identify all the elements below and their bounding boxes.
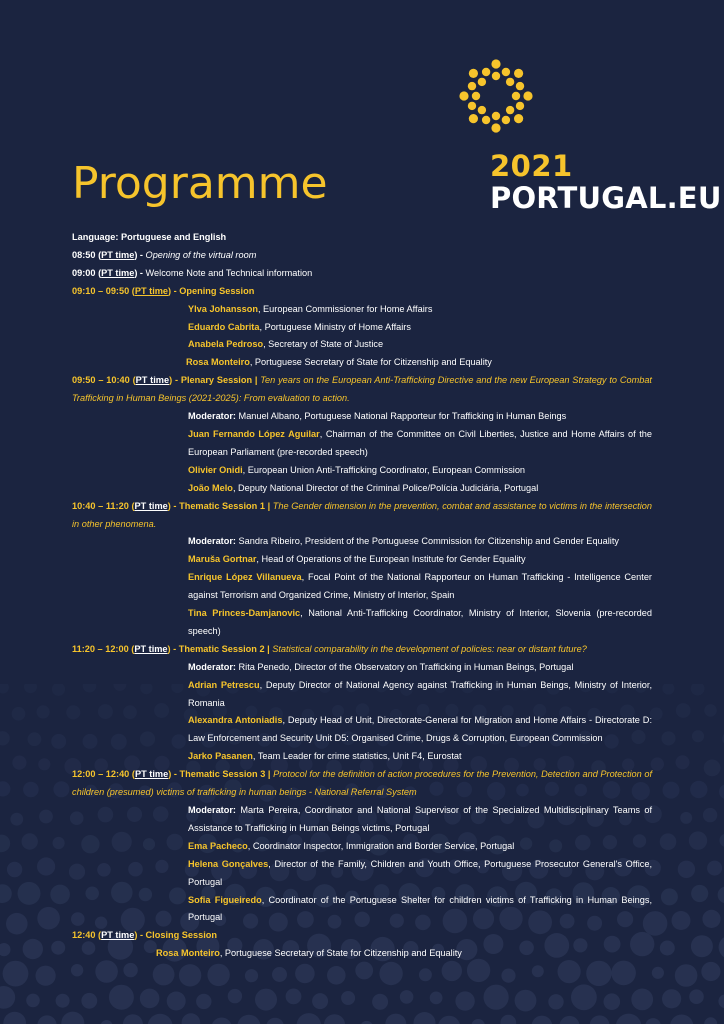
logo-brand: PORTUGAL.EU [490, 181, 722, 215]
background-dot [140, 989, 160, 1009]
background-dot [312, 993, 328, 1009]
background-dot [704, 704, 717, 717]
background-dot [430, 992, 443, 1005]
speaker-line: Jarko Pasanen, Team Leader for crime statistics, Unit F4, Eurostat [188, 751, 462, 762]
background-dot [12, 756, 26, 770]
background-dot [704, 1017, 717, 1024]
background-dot [419, 968, 432, 981]
background-dot [53, 781, 69, 797]
background-dot [179, 964, 201, 986]
background-dot [123, 1014, 143, 1024]
moderator-line: Moderator: Manuel Albano, Portuguese National Rapporteur for Trafficking in Human Beings [188, 411, 567, 422]
background-dot [548, 994, 563, 1009]
background-dot [37, 1015, 56, 1024]
moderator-line: Moderator: Sandra Ribeiro, President of the Portuguese Commission for Citizenship and Gender Equality [188, 536, 619, 547]
background-dot [690, 781, 707, 798]
speaker-line: Anabela Pedroso, Secretary of State of Justice [188, 339, 384, 350]
background-dot [0, 943, 11, 956]
background-dot [0, 884, 12, 903]
background-dot [0, 684, 9, 694]
agenda-item-opening-room: 08:50 (PT time) - Opening of the virtual room [72, 249, 257, 260]
logo-dot [523, 91, 532, 100]
background-dot [255, 989, 277, 1011]
background-dot [662, 989, 681, 1008]
moderator-line: Moderator: Rita Penedo, Director of the Observatory on Trafficking in Human Beings, Portugal [188, 661, 574, 672]
pt-time-link[interactable]: PT time [134, 769, 169, 780]
background-dot [53, 837, 65, 849]
background-dot [0, 781, 10, 796]
background-dot [701, 962, 720, 981]
presidency-star-logo [446, 48, 556, 148]
pt-time-link[interactable]: PT time [134, 500, 168, 511]
background-dot [501, 969, 515, 983]
background-dot [56, 994, 70, 1008]
speaker-line: Juan Fernando López Aguilar, Chairman of the Committee on Civil Liberties, Justice and Home Affairs of the European Parliament (pre-recorded speech) [188, 428, 652, 457]
logo-dot [502, 116, 510, 124]
background-dot [95, 960, 118, 983]
background-dot [675, 964, 698, 987]
background-dot [37, 857, 55, 875]
background-dot [442, 961, 462, 981]
background-dot [560, 1016, 580, 1024]
background-dot [651, 757, 664, 770]
logo-dot [492, 72, 500, 80]
background-dot [167, 992, 186, 1011]
background-dot [652, 967, 664, 979]
background-dot [10, 813, 23, 826]
logo-year: 2021 [490, 149, 573, 183]
background-dot [37, 907, 60, 930]
background-dot [670, 1015, 693, 1024]
logo-dot [482, 116, 490, 124]
background-dot [719, 784, 724, 799]
background-dot [645, 1018, 661, 1024]
logo-dot [514, 114, 523, 123]
speaker-line: Alexandra Antoniadis, Deputy Head of Unit, Directorate-General for Migration and Home Affairs - Directorate D: Law Enforcement and Security Unit D5: Organised Crime, Drugs & Corruption, European Commission [188, 715, 652, 744]
logo-dot [459, 91, 468, 100]
background-dot [12, 707, 26, 721]
background-dot [148, 1014, 173, 1024]
background-dot [23, 939, 43, 959]
logo-dot [469, 69, 478, 78]
background-dot [379, 962, 402, 985]
pt-time-link[interactable]: PT time [101, 930, 135, 941]
background-dot [182, 1013, 201, 1024]
background-dot [718, 887, 724, 904]
background-dot [471, 1019, 485, 1024]
background-dot [324, 1014, 345, 1024]
logo-dot [492, 112, 500, 120]
background-dot [372, 994, 388, 1010]
agenda-item-welcome: 09:00 (PT time) - Welcome Note and Technical information [72, 267, 313, 278]
background-dot [245, 969, 258, 982]
pt-time-link[interactable]: PT time [135, 375, 170, 386]
background-dot [211, 1018, 232, 1024]
background-dot [22, 833, 38, 849]
background-dot [286, 989, 302, 1005]
background-dot [691, 684, 705, 696]
background-dot [611, 961, 636, 986]
logo-dot [468, 102, 476, 110]
speaker-line: Olivier Onidi, European Union Anti-Trafficking Coordinator, European Commission [188, 464, 526, 475]
speaker-line: Maruša Gortnar, Head of Operations of the European Institute for Gender Equality [188, 554, 526, 565]
background-dot [0, 731, 10, 745]
agenda-item-thematic-session-3: 12:00 – 12:40 (PT time) - Thematic Session 3 | Protocol for the definition of action procedures for the Prevention, Detection and Protection of children (presumed) victims of trafficking in human beings - National Referral System [72, 769, 653, 798]
speaker-line: Adrian Petrescu, Deputy Director of National Agency against Trafficking in Human Beings, Ministry of Interior, Romania [188, 679, 653, 708]
speaker-line: Ema Pacheco, Coordinator Inspector, Immigration and Border Service, Portugal [188, 840, 515, 851]
speaker-line: Eduardo Cabrita, Portuguese Ministry of Home Affairs [188, 321, 411, 332]
background-dot [661, 731, 675, 745]
agenda-item-thematic-session-2: 11:20 – 12:00 (PT time) - Thematic Session 2 | Statistical comparability in the development of policies: near or distant future? [72, 643, 587, 654]
background-dot [71, 964, 83, 976]
background-dot [616, 1014, 642, 1024]
speaker-line: Ylva Johansson, European Commissioner for Home Affairs [188, 303, 433, 314]
background-dot [663, 782, 680, 799]
programme-list [72, 229, 652, 963]
background-dot [719, 935, 724, 959]
background-dot [39, 810, 53, 824]
background-dot [228, 989, 242, 1003]
logo-dot [506, 106, 514, 114]
background-dot [484, 985, 509, 1010]
background-dot [676, 755, 690, 769]
speaker-line: Rosa Monteiro, Portuguese Secretary of State for Citizenship and Equality [156, 948, 462, 959]
background-dot [703, 808, 717, 822]
background-dot [0, 986, 15, 1009]
background-dot [3, 1012, 26, 1024]
logo-dot [491, 123, 500, 132]
background-dot [81, 993, 97, 1009]
background-dot [680, 812, 692, 824]
logo-dot [469, 114, 478, 123]
background-dot [272, 967, 287, 982]
background-dot [266, 1018, 284, 1024]
logo-dot [482, 68, 490, 76]
logo-dot [468, 82, 476, 90]
background-dot [660, 833, 677, 850]
presidency-logo-text [490, 150, 722, 214]
background-dot [101, 1020, 113, 1024]
logo-dot [512, 92, 520, 100]
logo-dot [491, 59, 500, 68]
background-dot [52, 684, 65, 696]
background-dot [7, 862, 22, 877]
background-dot [558, 960, 581, 983]
background-dot [51, 734, 66, 749]
logo-dot [516, 82, 524, 90]
background-dot [719, 834, 724, 847]
background-dot [672, 911, 691, 930]
logo-dot [506, 78, 514, 86]
background-dot [662, 684, 674, 695]
background-dot [123, 963, 137, 977]
logo-dot [514, 69, 523, 78]
background-dot [37, 705, 50, 718]
background-dot [414, 1012, 436, 1024]
logo-dot [502, 68, 510, 76]
logo-dot [516, 102, 524, 110]
background-dot [515, 990, 537, 1012]
background-dot [297, 1013, 321, 1024]
background-dot [0, 835, 10, 853]
background-dot [295, 964, 315, 984]
agenda-item-opening-session: 09:10 – 09:50 (PT time) - Opening Session [72, 285, 255, 296]
background-dot [51, 941, 65, 955]
background-dot [660, 941, 675, 956]
speaker-line: Tina Princes-Damjanovic, National Anti-Trafficking Coordinator, Ministry of Interior, Slovenia (pre-recorded speech) [188, 608, 652, 636]
background-dot [718, 994, 724, 1008]
background-dot [355, 962, 373, 980]
background-dot [631, 989, 653, 1011]
pt-time-link[interactable]: PT time [101, 267, 135, 278]
background-dot [23, 782, 39, 798]
agenda-item-plenary-session: 09:50 – 10:40 (PT time) - Plenary Session | Ten years on the European Anti-Trafficking Directive and the new European Strategy to Combat Trafficking in Human Beings (2021-2025): From evaluation to action. [72, 375, 652, 404]
background-dot [604, 993, 621, 1010]
background-dot [196, 994, 211, 1009]
background-dot [50, 885, 70, 905]
background-dot [532, 1016, 553, 1024]
background-dot [691, 885, 708, 902]
background-dot [26, 994, 40, 1008]
background-dot [18, 882, 41, 905]
background-dot [237, 1015, 260, 1024]
background-dot [676, 703, 691, 718]
background-dot [590, 1015, 610, 1024]
background-dot [36, 966, 56, 986]
background-dot [678, 861, 695, 878]
background-dot [207, 964, 229, 986]
background-dot [38, 758, 50, 770]
background-dot [704, 760, 721, 777]
background-dot [61, 1012, 84, 1024]
speaker-line: Helena Gonçalves, Director of the Family, Children and Youth Office, Portuguese Prosecutor General's Office, Portugal [188, 858, 652, 887]
background-dot [3, 961, 29, 987]
background-dot [691, 935, 713, 957]
background-dot [327, 966, 346, 985]
pt-time-link[interactable]: PT time [134, 285, 169, 296]
language-line: Language: Portuguese and English [72, 232, 227, 242]
background-dot [532, 965, 544, 977]
background-dot [400, 990, 414, 1004]
background-dot [500, 1015, 516, 1024]
background-dot [702, 910, 720, 928]
moderator-line: Moderator: Marta Pereira, Coordinator and National Supervisor of the Specialized Multidisciplinary Teams of Assistance to Trafficking in Human Beings victims, Portugal [188, 805, 652, 833]
pt-time-link[interactable]: PT time [134, 643, 168, 654]
background-dot [455, 991, 474, 1010]
background-dot [153, 964, 175, 986]
background-dot [586, 961, 611, 986]
background-dot [707, 861, 722, 876]
background-dot [571, 984, 597, 1010]
pt-time-link[interactable]: PT time [101, 249, 135, 260]
speaker-line: João Melo, Deputy National Director of the Criminal Police/Polícia Judiciária, Portugal [188, 482, 539, 493]
speaker-line: Sofia Figueiredo, Coordinator of the Portuguese Shelter for children victims of Trafficking in Human Beings, Portugal [188, 894, 652, 923]
agenda-item-thematic-session-1: 10:40 – 11:20 (PT time) - Thematic Session 1 | The Gender dimension in the prevention, combat and assistance to victims in the intersection in other phenomena. [72, 500, 652, 529]
background-dot [385, 1014, 406, 1024]
background-dot [24, 684, 37, 693]
background-dot [109, 985, 134, 1010]
background-dot [341, 991, 355, 1005]
speaker-line: Rosa Monteiro, Portuguese Secretary of State for Citizenship and Equality [186, 357, 492, 368]
background-dot [438, 1016, 460, 1024]
agenda-item-closing-session: 12:40 (PT time) - Closing Session [72, 930, 218, 941]
background-dot [692, 730, 704, 742]
background-dot [689, 831, 707, 849]
speaker-line: Enrique López Villanueva, Focal Point of the National Rapporteur on Human Trafficking - Intelligence Center against Terrorism and Organized Crime, Ministry of Interior, Spain [188, 572, 652, 601]
background-dot [28, 732, 42, 746]
logo-dot [478, 106, 486, 114]
background-dot [6, 913, 28, 935]
background-dot [689, 989, 704, 1004]
logo-dot [478, 78, 486, 86]
background-dot [661, 888, 678, 905]
logo-dot [472, 92, 480, 100]
page-title: Programme [72, 158, 328, 209]
